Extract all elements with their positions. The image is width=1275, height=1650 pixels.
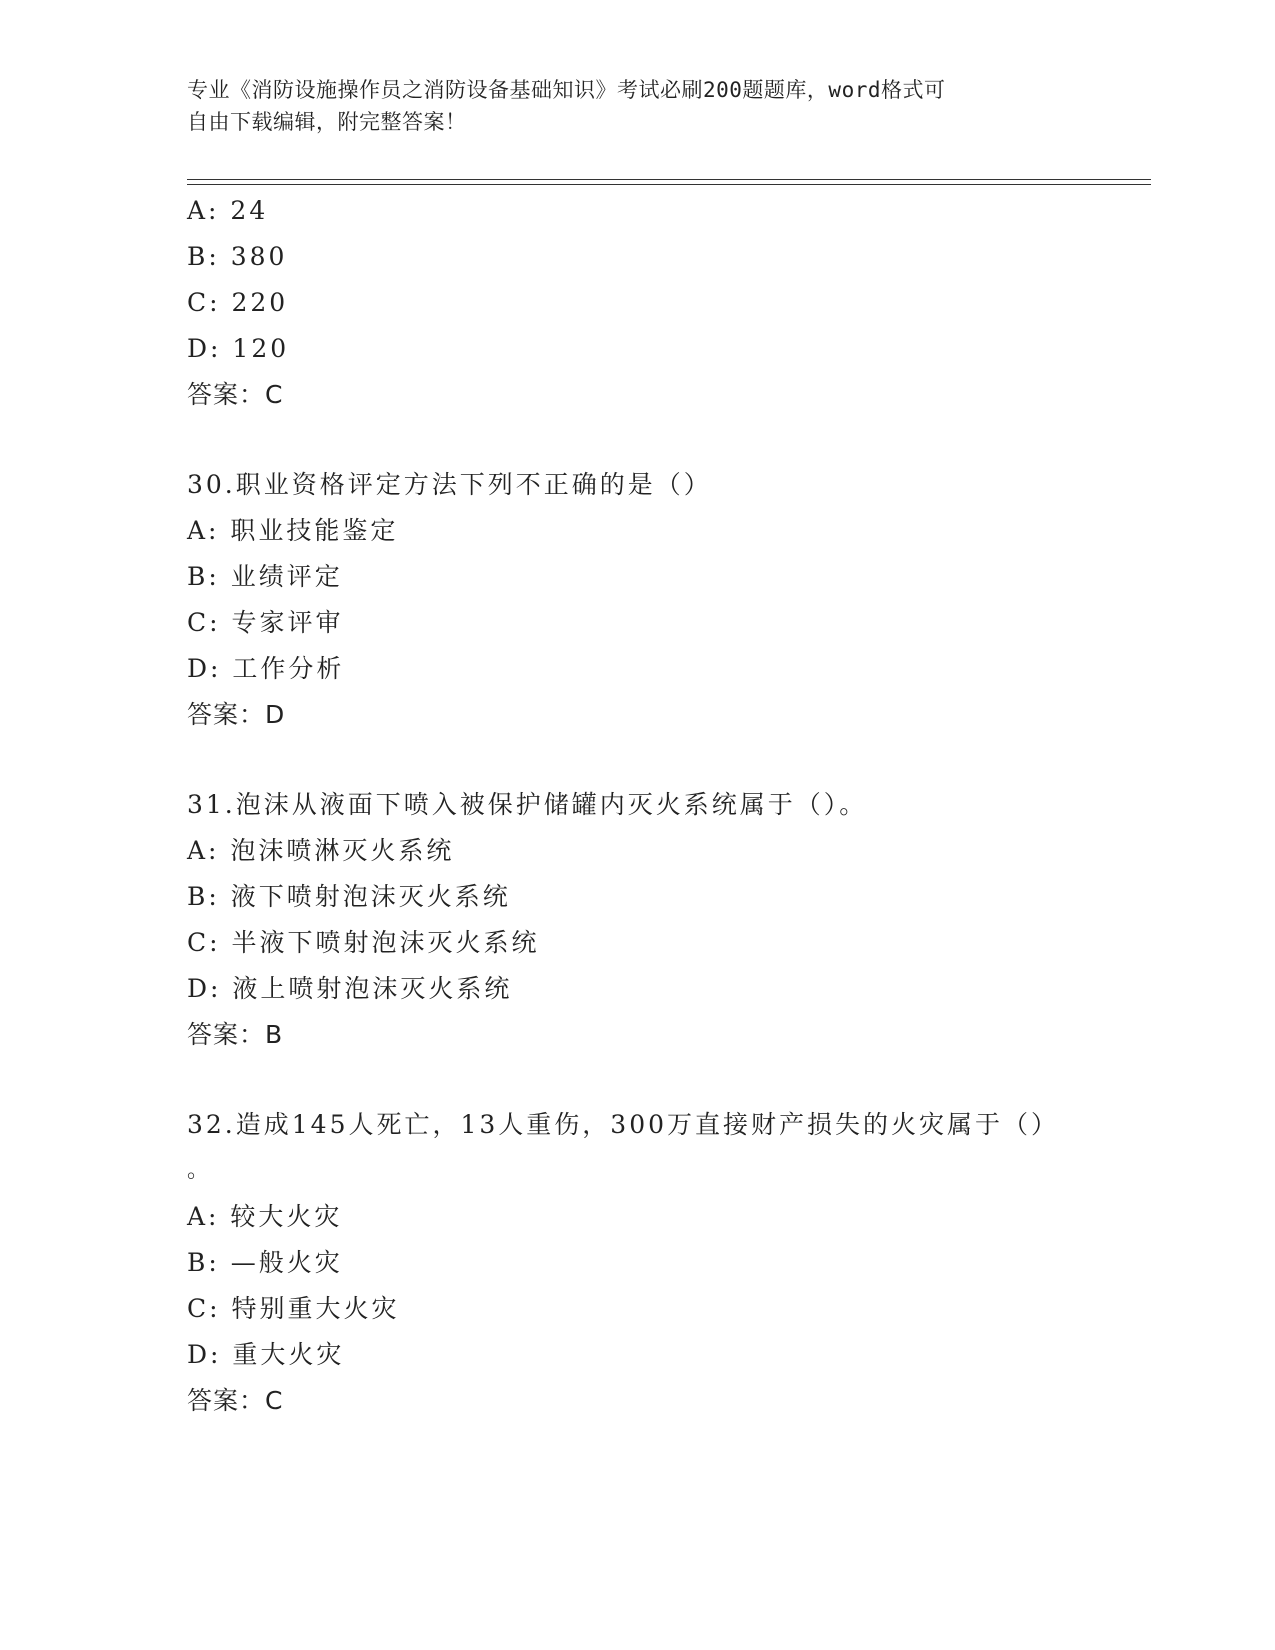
- header-divider-top: [187, 179, 1151, 180]
- option-c: C: 特别重大火灾: [187, 1294, 400, 1323]
- option-d: D: 重大火灾: [187, 1340, 345, 1369]
- spacer: [187, 738, 1087, 782]
- header-line-2: 自由下载编辑，附完整答案！: [187, 110, 467, 134]
- question-31: [187, 782, 1087, 1058]
- header-line-1: 专业《消防设施操作员之消防设备基础知识》考试必刷200题题库，word格式可: [187, 78, 946, 102]
- question-29: [187, 188, 1087, 418]
- header-divider-bottom: [187, 184, 1151, 185]
- question-text: 31.泡沫从液面下喷入被保护储罐内灭火系统属于（）。: [187, 790, 868, 819]
- option-b: B: 380: [187, 242, 288, 271]
- option-a: A: 职业技能鉴定: [187, 516, 399, 545]
- spacer: [187, 418, 1087, 462]
- option-d: D: 工作分析: [187, 654, 345, 683]
- option-c: C: 半液下喷射泡沫灭火系统: [187, 928, 540, 957]
- option-a: A: 泡沫喷淋灭火系统: [187, 836, 455, 865]
- option-c: C: 220: [187, 288, 289, 317]
- option-d: D: 120: [187, 334, 290, 363]
- option-b: B: 业绩评定: [187, 562, 343, 591]
- question-32: [187, 1102, 1087, 1424]
- spacer: [187, 1058, 1087, 1102]
- option-a: A: 较大火灾: [187, 1202, 343, 1231]
- option-b: B: 液下喷射泡沫灭火系统: [187, 882, 511, 911]
- question-text: 30.职业资格评定方法下列不正确的是（）: [187, 470, 712, 499]
- document-header: [187, 74, 1067, 138]
- question-text: 32.造成145人死亡，13人重伤，300万直接财产损失的火灾属于（）: [187, 1110, 1060, 1139]
- question-30: [187, 462, 1087, 738]
- answer-31: 答案：B: [187, 1020, 284, 1049]
- option-a: A: 24: [187, 196, 269, 225]
- answer-30: 答案：D: [187, 700, 286, 729]
- question-list: [187, 188, 1087, 1424]
- answer-29: 答案：C: [187, 380, 284, 409]
- option-d: D: 液上喷射泡沫灭火系统: [187, 974, 513, 1003]
- answer-32: 答案：C: [187, 1386, 284, 1415]
- question-text-continued: 。: [187, 1158, 213, 1183]
- option-b: B: —般火灾: [187, 1248, 343, 1277]
- option-c: C: 专家评审: [187, 608, 344, 637]
